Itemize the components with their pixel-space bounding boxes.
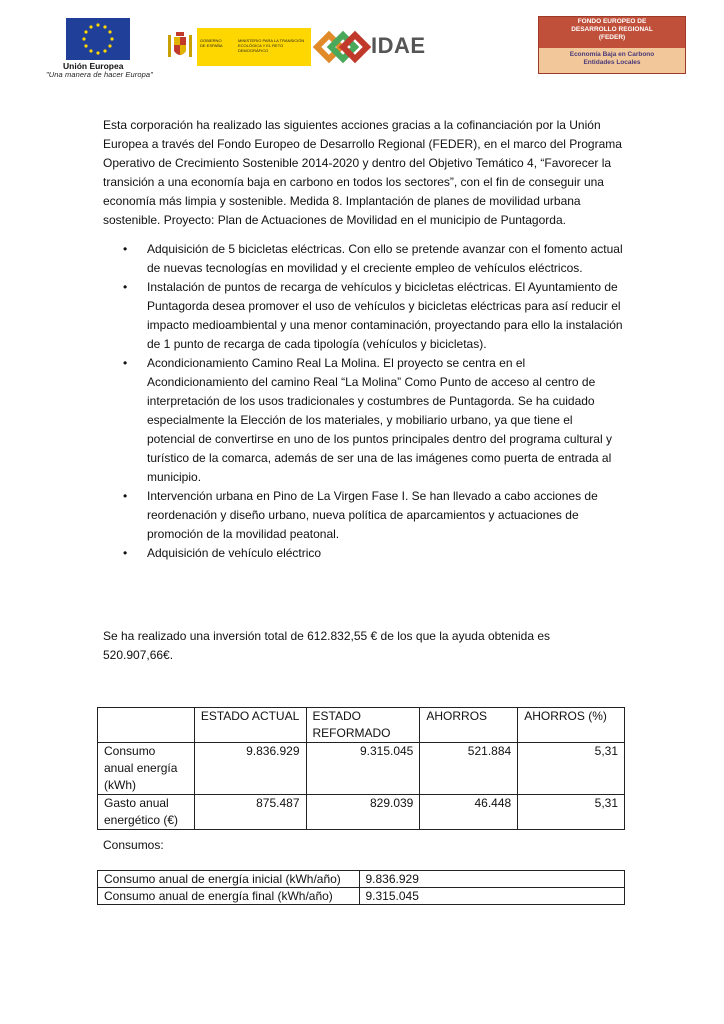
table-row — [98, 871, 625, 888]
actions-list — [103, 240, 623, 563]
feder-line-4: Economía Baja en Carbono — [569, 51, 655, 58]
list-item: • Adquisición de 5 bicicletas eléctricas. Con ello se pretende avanzar con el fomento actual de nuevas tecnologías en movilidad y el creciente empleo de vehículos eléctricos. — [103, 240, 623, 278]
consumption-table — [97, 870, 625, 905]
table-cell: 875.487 — [194, 795, 306, 830]
list-item: • Instalación de puntos de recarga de vehículos y bicicletas eléctricas. El Ayuntamiento de Puntagorda desea promover el uso de vehículos y bicicletas eléctricas para así reducir el impacto medioambiental y una menor contaminación, proyectando para ello la instalación de 1 punto de recarga de cada tipología (vehículos y bicicletas). — [103, 278, 623, 354]
table-row-label: Gasto anual energético (€) — [98, 795, 195, 830]
table-row — [98, 743, 625, 795]
table-cell: 9.836.929 — [194, 743, 306, 795]
table-header-cell: AHORROS (%) — [518, 708, 625, 743]
table-cell: 46.448 — [420, 795, 518, 830]
list-item: • Acondicionamiento Camino Real La Molina. El proyecto se centra en el Acondicionamiento del camino Real “La Molina” Como Punto de acceso al centro de interpretación de los usos tradicionales y costumbres de Puntagorda. Se ha cuidado especialmente la Elección de los materiales, y mobiliario urbano, ya que tiene el potencial de convertirse en uno de los puntos principales dentro del programa cultural y turístico de la comarca, además de ser una de las imágenes como puerta de entrada al municipio. — [103, 354, 623, 487]
page-header — [0, 0, 724, 90]
feder-line-5: Entidades Locales — [583, 59, 641, 66]
gov-label: GOBIERNO DE ESPAÑA — [200, 38, 223, 48]
investment-paragraph: Se ha realizado una inversión total de 612.832,55 € de los que la ayuda obtenida es 520.907,66€. — [103, 629, 550, 662]
eu-flag-icon — [66, 18, 130, 60]
table-header-cell — [98, 708, 195, 743]
spain-government-logo — [166, 28, 312, 66]
idae-name: IDAE — [371, 33, 426, 58]
list-item: • Adquisición de vehículo eléctrico — [103, 544, 623, 563]
table-header-cell: AHORROS — [420, 708, 518, 743]
feder-line-2: DESARROLLO REGIONAL — [571, 26, 653, 33]
table-row-label: Consumo anual energía (kWh) — [98, 743, 195, 795]
ministry-label: MINISTERIO PARA LA TRANSICIÓN ECOLÓGICA Y EL RETO DEMOGRÁFICO — [238, 38, 305, 53]
feder-title — [539, 17, 685, 49]
table-cell: 9.315.045 — [306, 743, 420, 795]
idae-logo-icon — [313, 22, 371, 72]
feder-program — [539, 48, 685, 73]
eu-tagline: "Una manera de hacer Europa" — [46, 70, 153, 79]
energy-savings-table — [97, 707, 625, 830]
table-row-label: Consumo anual de energía final (kWh/año) — [98, 888, 360, 905]
table-header-cell: ESTADO ACTUAL — [194, 708, 306, 743]
table-cell: 521.884 — [420, 743, 518, 795]
feder-badge — [538, 16, 686, 74]
table-cell: 5,31 — [518, 795, 625, 830]
table-header-row — [98, 708, 625, 743]
consumos-label: Consumos: — [103, 838, 164, 852]
feder-line-3: (FEDER) — [598, 34, 626, 41]
table-row — [98, 888, 625, 905]
table-row — [98, 795, 625, 830]
table-header-cell: ESTADO REFORMADO — [306, 708, 420, 743]
eu-name: Unión Europea — [63, 61, 124, 71]
table-cell: 829.039 — [306, 795, 420, 830]
table-cell: 5,31 — [518, 743, 625, 795]
table-cell: 9.836.929 — [359, 871, 625, 888]
intro-paragraph: Esta corporación ha realizado las siguientes acciones gracias a la cofinanciación por la Unión Europea a través del Fondo Europeo de Desarrollo Regional (FEDER), en el marco del Programa Operativo de Crecimiento Sostenible 2014-2020 y dentro del Objetivo Temático 4, “Favorecer la transición a una economía baja en carbono en todos los sectores”, con el fin de conseguir una economía más limpia y sostenible. Medida 8. Implantación de planes de movilidad urbana sostenible. Proyecto: Plan de Actuaciones de Movilidad en el municipio de Puntagorda. — [103, 118, 622, 227]
table-row-label: Consumo anual de energía inicial (kWh/año) — [98, 871, 360, 888]
table-cell: 9.315.045 — [359, 888, 625, 905]
list-item: • Intervención urbana en Pino de La Virgen Fase I. Se han llevado a cabo acciones de reordenación y diseño urbano, nueva política de aparcamientos y actuaciones de promoción de la movilidad peatonal. — [103, 487, 623, 544]
coat-of-arms-icon — [166, 31, 194, 63]
feder-line-1: FONDO EUROPEO DE — [577, 18, 647, 25]
